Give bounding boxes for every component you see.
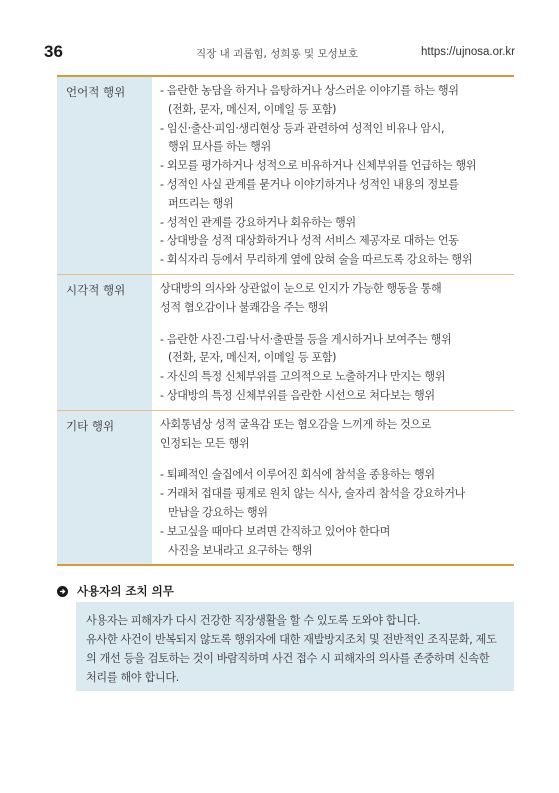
intro-text: 성적 혐오감이나 불쾌감을 주는 행위 — [160, 300, 329, 314]
category-cell: 시각적 행위 — [57, 275, 152, 410]
list-item: - 퇴폐적인 술집에서 이루어진 회식에 참석을 종용하는 행위 — [160, 468, 435, 482]
list-item: - 음란한 사진·그림·낙서·출판물 등을 게시하거나 보여주는 행위 — [160, 332, 452, 346]
table-row-visual — [57, 275, 514, 411]
section-heading — [57, 583, 174, 599]
category-cell: 기타 행위 — [57, 411, 152, 565]
section-title: 사용자의 조치 의무 — [77, 584, 174, 598]
arrow-right-icon — [57, 586, 68, 597]
running-header-url: https://ujnosa.or.kr — [421, 46, 515, 58]
list-item: - 자신의 특정 신체부위를 고의적으로 노출하거나 만지는 행위 — [160, 370, 446, 384]
list-item: - 회식자리 등에서 무리하게 옆에 앉혀 술을 따르도록 강요하는 행위 — [160, 253, 473, 267]
list-item: 행위 묘사를 하는 행위 — [168, 140, 271, 154]
list-item: - 임신·출산·피임·생리현상 등과 관련하여 성적인 비유나 암시, — [160, 121, 445, 135]
employer-duty-box — [76, 602, 514, 691]
intro-text: 상대방의 의사와 상관없이 눈으로 인지가 가능한 행동을 통해 — [160, 281, 442, 295]
list-item: - 보고싶을 때마다 보려면 간직하고 있어야 한다며 — [160, 524, 391, 538]
paragraph-line: 유사한 사건이 반복되지 않도록 행위자에 대한 재발방지조치 및 전반적인 조직문화, 제도 — [86, 633, 497, 646]
content-cell — [152, 411, 514, 565]
list-item: (전화, 문자, 메신저, 이메일 등 포함) — [168, 102, 337, 116]
content-cell — [152, 275, 514, 410]
category-cell: 언어적 행위 — [57, 77, 152, 274]
list-item: - 음란한 농담을 하거나 음탕하거나 상스러운 이야기를 하는 행위 — [160, 84, 459, 97]
content-cell — [152, 77, 514, 274]
table-row-other — [57, 411, 514, 567]
running-header-title: 직장 내 괴롭힘, 성희롱 및 모성보호 — [196, 48, 359, 60]
intro-text: 인정되는 모든 행위 — [160, 436, 250, 450]
list-item: 퍼뜨리는 행위 — [168, 196, 234, 210]
paragraph-line: 처리를 해야 합니다. — [86, 671, 180, 684]
list-item: 사진을 보내라고 요구하는 행위 — [168, 543, 313, 557]
table-row-verbal — [57, 77, 514, 275]
list-item: - 성적인 사실 관계를 묻거나 이야기하거나 성적인 내용의 정보를 — [160, 177, 459, 191]
list-item: - 성적인 관계를 강요하거나 회유하는 행위 — [160, 215, 356, 229]
behavior-table — [57, 75, 514, 566]
list-item: 만남을 강요하는 행위 — [168, 505, 268, 519]
list-item: - 상대방의 특정 신체부위를 음란한 시선으로 쳐다보는 행위 — [160, 388, 435, 402]
paragraph-line: 의 개선 등을 검토하는 것이 바람직하며 사건 접수 시 피해자의 의사를 존중하며 신속한 — [86, 652, 490, 665]
list-item: - 거래처 접대를 핑계로 원치 않는 식사, 술자리 참석을 강요하거나 — [160, 487, 465, 501]
paragraph-line: 사용자는 피해자가 다시 건강한 직장생활을 할 수 있도록 도와야 합니다. — [86, 614, 421, 627]
intro-text: 사회통념상 성적 굴욕감 또는 혐오감을 느끼게 하는 것으로 — [160, 417, 432, 431]
list-item: - 외모를 평가하거나 성적으로 비유하거나 신체부위를 언급하는 행위 — [160, 159, 477, 173]
list-item: - 상대방을 성적 대상화하거나 성적 서비스 제공자로 대하는 언동 — [160, 234, 459, 248]
list-item: (전화, 문자, 메신저, 이메일 등 포함) — [168, 351, 337, 365]
page-number: 36 — [44, 42, 63, 61]
